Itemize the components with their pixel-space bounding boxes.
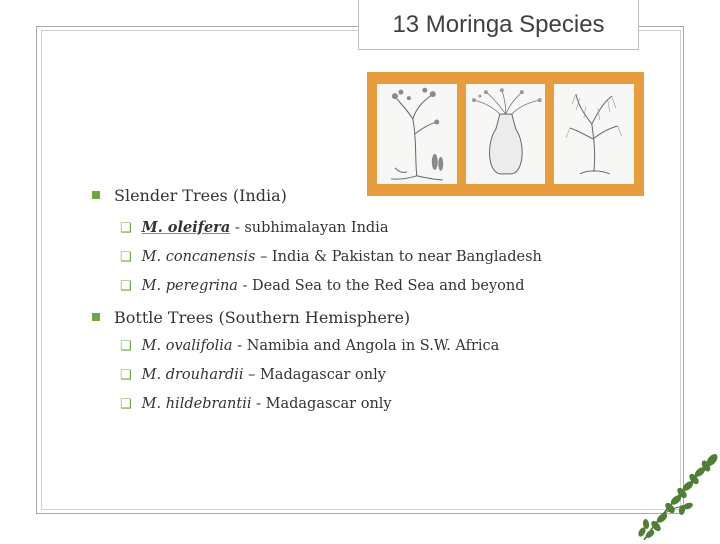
list-item — [120, 396, 392, 412]
slide-title: 13 Moringa Species — [392, 10, 605, 38]
section-heading — [92, 186, 287, 205]
list-item — [120, 219, 388, 236]
slender-tree-sketch — [554, 84, 634, 184]
square-bullet-icon — [92, 191, 100, 199]
species-name: M. drouhardii — [141, 367, 244, 383]
list-item — [120, 338, 499, 354]
checkbox-bullet-icon: ❑ — [120, 221, 132, 236]
checkbox-bullet-icon: ❑ — [120, 279, 132, 294]
species-range: – Madagascar only — [243, 367, 386, 383]
species-image-panel — [367, 72, 644, 196]
species-name: M. peregrina — [141, 278, 238, 294]
species-range: - Dead Sea to the Red Sea and beyond — [237, 278, 525, 294]
checkbox-bullet-icon: ❑ — [120, 339, 132, 354]
list-item — [120, 249, 542, 265]
species-range: - Namibia and Angola in S.W. Africa — [232, 338, 500, 354]
section-heading — [92, 308, 410, 327]
species-range: - Madagascar only — [251, 396, 392, 412]
species-name: M. hildebrantii — [141, 396, 252, 412]
list-item — [120, 278, 525, 294]
species-name: M. oleifera — [141, 219, 231, 236]
bottle-tree-sketch — [466, 84, 546, 184]
leaf-sprig-decoration — [636, 452, 720, 540]
section-label: Slender Trees (India) — [114, 186, 287, 205]
species-range: – India & Pakistan to near Bangladesh — [255, 249, 542, 265]
moringa-oleifera-sketch — [377, 84, 457, 184]
species-name: M. ovalifolia — [141, 338, 233, 354]
checkbox-bullet-icon: ❑ — [120, 250, 132, 265]
square-bullet-icon — [92, 313, 100, 321]
checkbox-bullet-icon: ❑ — [120, 397, 132, 412]
section-label: Bottle Trees (Southern Hemisphere) — [114, 308, 411, 327]
species-name: M. concanensis — [141, 249, 256, 265]
species-range: - subhimalayan India — [230, 220, 389, 236]
list-item — [120, 367, 386, 383]
checkbox-bullet-icon: ❑ — [120, 368, 132, 383]
title-box — [358, 0, 639, 50]
